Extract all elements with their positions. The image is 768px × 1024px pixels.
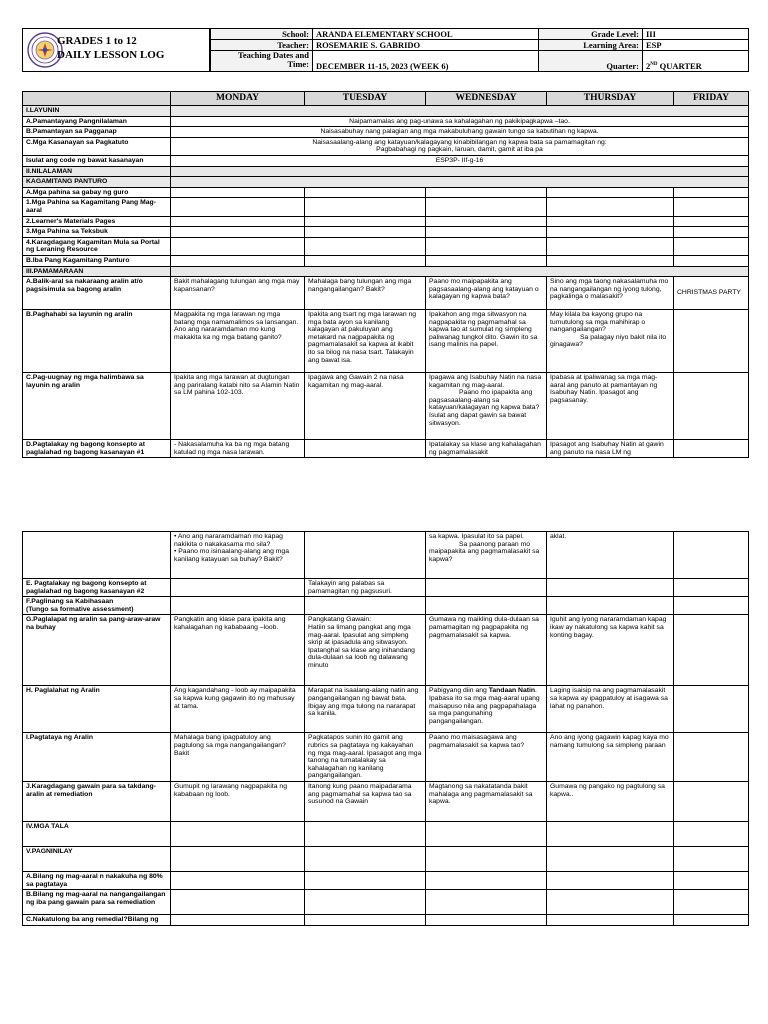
balik-aral-label: A.Balik-aral sa nakaraang aralin at/o pagsisimula sa bagong aralin [23,277,171,310]
pagtalakay-1-label: D.Pagtalakay ng bagong konsepto at paglalahad ng bagong kasanayan #1 [23,440,171,458]
day-wednesday: WEDNESDAY [426,92,547,106]
nakatulong-remedial-label: C.Nakatulong ba ang remedial?Bilang ng [23,915,171,926]
pamamaraan-heading: III.PAMAMARAAN [23,266,171,277]
school-value: ARANDA ELEMENTARY SCHOOL [313,29,539,40]
continued-monday: • Ano ang nararamdaman mo kapag nakikita o nakakasama mo sila? • Paano mo isinaalang-alang ang mga kanilang katayuan sa buhay? Bakit? [171,532,305,579]
pag-uugnay-thursday: Ipabasa at ipaliwanag sa mga mag-aaral ang panuto at pamantayan ng Isabuhay Natin. Ipasagot ang pagsasanay. [547,373,674,440]
pagtalakay-1-wednesday: Ipatalakay sa klase ang kahalagahan ng pagmamalasakit [426,440,547,458]
paghahabi-wednesday: Ipakahon ang mga sitwasyon na nagpapakita ng pagmamahal sa kapwa tao at sumulat ng simpleng paliwanag tungkol dito. Gawin ito sa isang malinis na papel. [426,310,547,373]
quarter-value: 2ND QUARTER [643,51,749,72]
pamantayan-pagganap-text: Naisasabuhay nang palagian ang mga makabuluhang gawain tungo sa kabutihan ng kapwa. [171,127,749,138]
paglalahat-monday: Ang kagandahang - loob ay maipapakita sa kapwa kung gagawin ito ng mahusay at tama. [171,686,305,733]
lesson-table-page-1 [22,91,749,458]
pagtataya-label: I.Pagtataya ng Aralin [23,733,171,782]
karagdagang-gawain-label: J.Karagdagang gawain para sa takdang-aralin at remediation [23,781,171,821]
pagtataya-tuesday: Pagkatapos sunin ito gamit ang rubrics sa pagtataya ng kakayahan ng mga mag-aaral. Ipasagot ang mga tanong na tumatalakay sa kahalagahan ng kanilang pangangailangan. [305,733,426,782]
paglalahat-thursday: Laging isaisip na ang pagmamalasakit sa kapwa ay ipagpatuloy at isagawa sa lahat ng panahon. [547,686,674,733]
paglalahat-wednesday: Pabigyang diin ang Tandaan Natin. Ipabasa ito sa mga mag-aaral upang maisapuso nila ang pagpapahalaga sa mga pangunahing pangangailangan. [426,686,547,733]
lesson-log-header [22,28,748,72]
day-thursday: THURSDAY [547,92,674,106]
dates-label: Teaching Dates and Time: [211,51,313,72]
pagtataya-monday: Mahalaga bang ipagpatuloy ang pagtulong sa mga nangangailangan? Bakit [171,733,305,782]
day-tuesday: TUESDAY [305,92,426,106]
paglalapat-label: G.Paglalapat ng aralin sa pang-araw-araw na buhay [23,615,171,686]
pamantayang-pangnilalaman-text: Naipamamalas ang pag-unawa sa kahalagahan ng pakikipagkapwa –tao. [171,116,749,127]
paglalahat-tuesday: Marapat na isaalang-alang natin ang pangangailangan ng bawat bata. Ibigay ang mga tulong na nararapat sa kanila. [305,686,426,733]
gabay-guro-label: A.Mga pahina sa gabay ng guro [23,187,171,198]
kasanayan-text: Naisasaalang-alang ang katayuan/kalagayang kinabibilangan ng kapwa bata sa pamamagitan ng: Pagbabahagi ng pagkain, laruan, damit, gamit at iba pa [171,137,749,155]
code-label: Isulat ang code ng bawat kasanayan [23,155,171,166]
grade-label: Grade Level: [539,29,643,40]
paglalapat-monday: Pangkatin ang klase para ipakita ang kahalagahan ng kababaang –loob. [171,615,305,686]
area-label: Learning Area: [539,40,643,51]
teksbuk-label: 3.Mga Pahina sa Teksbuk [23,227,171,238]
paghahabi-monday: Magpakita ng mga larawan ng mga batang mga namamalimos sa lansangan. Ano ang nararamdaman mo kung makakita ka ng mga batang ganito? [171,310,305,373]
learners-materials-label: 2.Learner's Materials Pages [23,216,171,227]
day-friday: FRIDAY [674,92,749,106]
paghahabi-label: B.Paghahabi sa layunin ng aralin [23,310,171,373]
layunin-heading: I.LAYUNIN [23,106,171,117]
balik-aral-friday: CHRISTMAS PARTY [674,277,749,310]
remediation-label: B.Bilang ng mag-aaral na nangangailangan ng iba pang gawain para sa remediation [23,890,171,915]
teacher-label: Teacher: [211,40,313,51]
karagdagang-kagamitan-label: 4.Karagdagang Kagamitan Mula sa Portal ng Leraning Resource [23,237,171,255]
paglinang-label: F.Paglinang sa Kabihasaan (Tungo sa formative assessment) [23,597,171,615]
paglalahat-label: H. Paglalahat ng Aralin [23,686,171,733]
blank-corner [23,92,171,106]
code-text: ESP3P- IIf-g-16 [171,155,749,166]
title-line-1: GRADES 1 to 12 [57,35,137,47]
paglalapat-wednesday: Gumawa ng maikling dula-dulaan sa pamamagitan ng pagpapakita ng pagmamalasakit sa kapwa. [426,615,547,686]
pagtalakay-2-label: E. Pagtalakay ng bagong konsepto at paglalahad ng bagong kasanayan #2 [23,579,171,597]
school-label: School: [211,29,313,40]
kasanayan-label: C.Mga Kasanayan sa Pagkatuto [23,137,171,155]
pamantayang-pangnilalaman-label: A.Pamantayang Pangnilalaman [23,116,171,127]
balik-aral-wednesday: Paano mo maipapakita ang pagsasaalang-alang ang katayuan o kalagayan ng kapwa bata? [426,277,547,310]
iba-pang-kagamitan-label: B.Iba Pang Kagamitang Panturo [23,255,171,266]
grade-value: III [643,29,749,40]
title-line-2: DAILY LESSON LOG [57,49,165,61]
continued-wednesday: sa kapwa. Ipasulat ito sa papel. Sa paanong paraan mo maipapakita ang pagmamalasakit sa kapwa? [426,532,547,579]
day-monday: MONDAY [171,92,305,106]
pagtalakay-1-monday: - Nakasalamuha ka ba ng mga batang katulad ng mga nasa larawan. [171,440,305,458]
karagdagang-gawain-monday: Gumupit ng larawang nagpapakita ng kababaan ng loob. [171,781,305,821]
karagdagang-gawain-tuesday: Itanong kung paano maipadarama ang pagmamahal sa kapwa tao sa susunod na Gawain [305,781,426,821]
dates-value: DECEMBER 11-15, 2023 (WEEK 6) [313,51,539,72]
pag-uugnay-monday: Ipakita ang mga larawan at dugtungan ang pariralang katabi nito sa Alamin Natin sa LM pahina 102-103. [171,373,305,440]
paglalapat-thursday: Iguhit ang iyong nararamdaman kapag ikaw ay nakatulong sa kapwa kahit sa konting bagay. [547,615,674,686]
title-box [22,28,210,72]
quarter-label: Quarter: [539,51,643,72]
nilalaman-heading: II.NILALAMAN [23,166,171,177]
karagdagang-gawain-thursday: Gumawa ng pangako ng pagtulong sa kapwa.. [547,781,674,821]
paglalapat-tuesday: Pangkatang Gawain: Hatiin sa limang pangkat ang mga mag-aaral. Ipasulat ang simpleng skrip at ipasadula ang sitwasyon. Ipatanghal sa klase ang inihandang dula-dulaan sa loob ng dalawang minuto [305,615,426,686]
continued-label [23,532,171,579]
pamantayan-pagganap-label: B.Pamantayan sa Pagganap [23,127,171,138]
pagninilay-label: V.PAGNINILAY [23,846,171,871]
pagtataya-thursday: Ano ang iyong gagawin kapag kaya mo namang tumulong sa simpleng paraan [547,733,674,782]
teacher-value: ROSEMARIE S. GABRIDO [313,40,539,51]
paghahabi-tuesday: Ipakita ang tsart ng mga larawan ng mga bata ayon sa kanilang kalagayan at pakuluyan ang metakard na nagpapakita ng pagmamalasakit sa kapwa at ikabit ito sa bilog na nasa tsart. Talakayin ang bawat isa. [305,310,426,373]
kagamitang-pang-mag-aaral-label: 1.Mga Pahina sa Kagamitang Pang Mag-aaral [23,198,171,216]
lesson-table-page-2 [22,531,749,926]
balik-aral-thursday: Sino ang mga taong nakasalamuha mo na nangangailangan ng iyong tulong, pagkalinga o malasakit? [547,277,674,310]
pag-uugnay-label: C.Pag-uugnay ng mga halimbawa sa layunin ng aralin [23,373,171,440]
header-info-table [210,28,749,72]
area-value: ESP [643,40,749,51]
pagtataya-wednesday: Paano mo maisasagawa ang pagmamalasakit sa kapwa tao? [426,733,547,782]
karagdagang-gawain-wednesday: Magtanong sa nakatatanda bakit mahalaga ang pagmamalasakit sa kapwa. [426,781,547,821]
balik-aral-tuesday: Mahalaga bang tulungan ang mga nangangailangan? Bakit? [305,277,426,310]
pagtalakay-2-tuesday: Talakayin ang palabas sa pamamagitan ng pagsusuri. [305,579,426,597]
mga-tala-label: IV.MGA TALA [23,821,171,846]
balik-aral-monday: Bakit mahalagang tulungan ang mga may kapansanan? [171,277,305,310]
nakakuha-80-label: A.Bilang ng mag-aaral n nakakuha ng 80% sa pagtataya [23,871,171,889]
pag-uugnay-wednesday: Ipagawa ang Isabuhay Natin na nasa kagamitan ng mag-aaral. Paano mo ipapakita ang pagsasaalang-alang sa katayuan/kalagayan ng kapwa bata? Isulat ang dapat gawin sa bawat sitwasyon. [426,373,547,440]
kagamitan-heading: KAGAMITANG PANTURO [23,177,171,188]
paghahabi-thursday: May kilala ba kayong grupo na tumutulong sa mga mahihirap o nangangailangan? Sa palagay niyo bakit nila ito ginagawa? [547,310,674,373]
pagtalakay-1-thursday: Ipasagot ang Isabuhay Natin at gawin ang panuto na nasa LM ng [547,440,674,458]
pag-uugnay-tuesday: Ipagawa ang Gawain 2 na nasa kagamitan ng mag-aaral. [305,373,426,440]
continued-thursday: aklat. [547,532,674,579]
